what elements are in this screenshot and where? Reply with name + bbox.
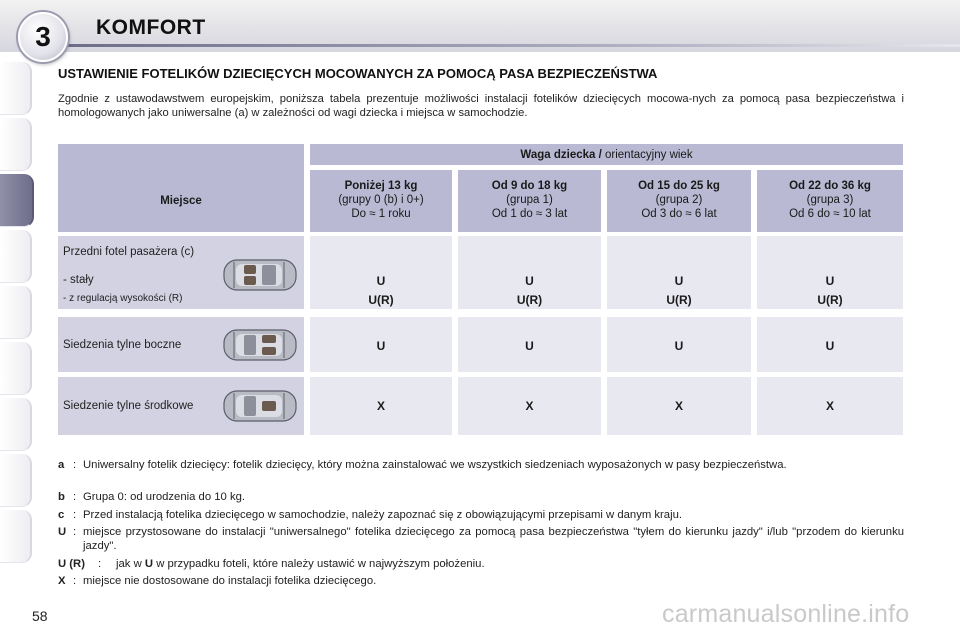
- place-label: Siedzenia tylne boczne: [63, 339, 182, 351]
- chapter-tab-7[interactable]: [0, 398, 32, 451]
- weight-header-bold: Waga dziecka /: [520, 149, 602, 161]
- section-title: USTAWIENIE FOTELIKÓW DZIECIĘCYCH MOCOWANYCH ZA POMOCĄ PASA BEZPIECZEŃSTWA: [58, 66, 658, 81]
- cell-value: U: [376, 339, 386, 353]
- table-cell: [310, 236, 452, 309]
- table-cell: [607, 377, 751, 435]
- table-cell: [310, 317, 452, 372]
- chapter-tab-2[interactable]: [0, 118, 32, 171]
- legend-text-bold: U: [144, 558, 154, 570]
- chapter-tabs: [0, 62, 36, 582]
- cell-value-r: U(R): [368, 293, 394, 307]
- table-cell: [607, 317, 751, 372]
- page-number: 58: [32, 608, 48, 624]
- chapter-number: 3: [35, 21, 51, 52]
- legend-text: Przed instalacją fotelika dziecięcego w samochodzie, należy zapoznać się z obowiązującymi przepisami w danym kraju.: [83, 509, 683, 521]
- cell-value: U: [674, 339, 684, 353]
- cell-value: X: [674, 399, 683, 413]
- table-cell: [458, 236, 601, 309]
- watermark: carmanualsonline.info: [662, 600, 910, 628]
- place-sub-adjustable: - z regulacją wysokości (R): [63, 293, 183, 304]
- cell-value: U: [376, 274, 386, 288]
- table-cell: [757, 317, 903, 372]
- chapter-tab-5[interactable]: [0, 286, 32, 339]
- column-age: Od 1 do ≈ 3 lat: [491, 208, 568, 220]
- table-cell: [458, 377, 601, 435]
- car-top-view-icon: [220, 256, 300, 294]
- weight-header-rest: orientacyjny wiek: [601, 149, 693, 161]
- table-cell: [607, 236, 751, 309]
- legend-key: c: [58, 509, 65, 521]
- legend-key: a: [58, 459, 65, 471]
- legend-key: b: [58, 491, 65, 503]
- chapter-tab-4[interactable]: [0, 230, 32, 283]
- cell-value: X: [525, 399, 534, 413]
- legend-text: miejsce nie dostosowane do instalacji fotelika dziecięcego.: [83, 575, 377, 587]
- chapter-tab-8[interactable]: [0, 454, 32, 507]
- cell-value: U: [525, 274, 534, 288]
- cell-value: U: [525, 339, 534, 353]
- column-age: Do ≈ 1 roku: [351, 208, 411, 220]
- legend-key: U: [58, 526, 67, 538]
- chapter-tab-6[interactable]: [0, 342, 32, 395]
- legend-text: Grupa 0: od urodzenia do 10 kg.: [83, 491, 246, 503]
- column-group: (grupy 0 (b) i 0+): [338, 194, 424, 206]
- chapter-number-badge: [18, 12, 68, 62]
- column-header: [458, 170, 601, 232]
- legend-text: Uniwersalny fotelik dziecięcy: fotelik dziecięcy, który można zainstalować we wszystkich siedzeniach wyposażonych w pasy bezpieczeństwa.: [83, 459, 787, 471]
- table-cell: [757, 236, 903, 309]
- chapter-tab-9[interactable]: [0, 510, 32, 563]
- column-title: Od 9 do 18 kg: [491, 180, 568, 192]
- column-title: Od 22 do 36 kg: [789, 180, 871, 192]
- legend-text-before: jak w: [116, 558, 142, 570]
- place-header-label: Miejsce: [160, 195, 202, 207]
- cell-value: U: [674, 274, 684, 288]
- place-header-cell: [58, 144, 304, 232]
- weight-header-cell: [310, 144, 903, 165]
- place-cell-front-passenger: [58, 236, 304, 309]
- chapter-tab-1[interactable]: [0, 62, 32, 115]
- column-age: Od 6 do ≈ 10 lat: [789, 208, 871, 220]
- column-header: [607, 170, 751, 232]
- column-title: Od 15 do 25 kg: [638, 180, 720, 192]
- cell-value-r: U(R): [817, 293, 843, 307]
- place-sub-fixed: - stały: [63, 274, 94, 286]
- cell-value: U: [825, 339, 835, 353]
- legend-text-after: w przypadku foteli, które należy ustawić w najwyższym położeniu.: [156, 558, 485, 570]
- table-cell: [310, 377, 452, 435]
- place-label: Przedni fotel pasażera (c): [63, 246, 195, 258]
- legend-text: miejsce przystosowane do instalacji "uniwersalnego" fotelika dziecięcego za pomocą pasa bezpieczeństwa "tyłem do kierunku jazdy" i/lub "przodem do kierunku jazdy".: [83, 526, 904, 552]
- column-header: [310, 170, 452, 232]
- table-cell: [757, 377, 903, 435]
- column-title: Poniżej 13 kg: [344, 180, 418, 192]
- column-group: (grupa 1): [506, 194, 553, 206]
- car-top-view-icon: [220, 326, 300, 364]
- column-group: (grupa 3): [806, 194, 854, 206]
- chapter-tab-3-active[interactable]: [0, 174, 34, 227]
- header-divider: [60, 44, 960, 47]
- car-top-view-icon: [220, 387, 300, 425]
- column-header: [757, 170, 903, 232]
- cell-value: U: [825, 274, 835, 288]
- cell-value-r: U(R): [516, 293, 543, 307]
- place-label: Siedzenie tylne środkowe: [63, 400, 194, 412]
- cell-value: X: [376, 399, 385, 413]
- chapter-title: KOMFORT: [96, 16, 206, 39]
- column-group: (grupa 2): [655, 194, 703, 206]
- intro-paragraph: Zgodnie z ustawodawstwem europejskim, poniższa tabela prezentuje możliwości instalacji fotelików dziecięcych mocowa-nych za pomocą pasa bezpieczeństwa i homologowanych jako uniwersalne (a) w zależności od wagi dziecka i miejsca w samochodzie.: [58, 93, 904, 119]
- cell-value-r: U(R): [666, 293, 692, 307]
- legend-key: X: [58, 575, 66, 587]
- column-age: Od 3 do ≈ 6 lat: [641, 208, 717, 220]
- place-cell-rear-center: [58, 377, 304, 435]
- place-cell-rear-outer: [58, 317, 304, 372]
- legend-item: a : Uniwersalny fotelik dziecięcy: fotelik dziecięcy, który można zainstalować we wszystkich siedzeniach wyposażonych w pasy bezpieczeństwa.: [58, 458, 904, 486]
- table-cell: [458, 317, 601, 372]
- legend-key: U (R): [58, 558, 85, 570]
- cell-value: X: [825, 399, 834, 413]
